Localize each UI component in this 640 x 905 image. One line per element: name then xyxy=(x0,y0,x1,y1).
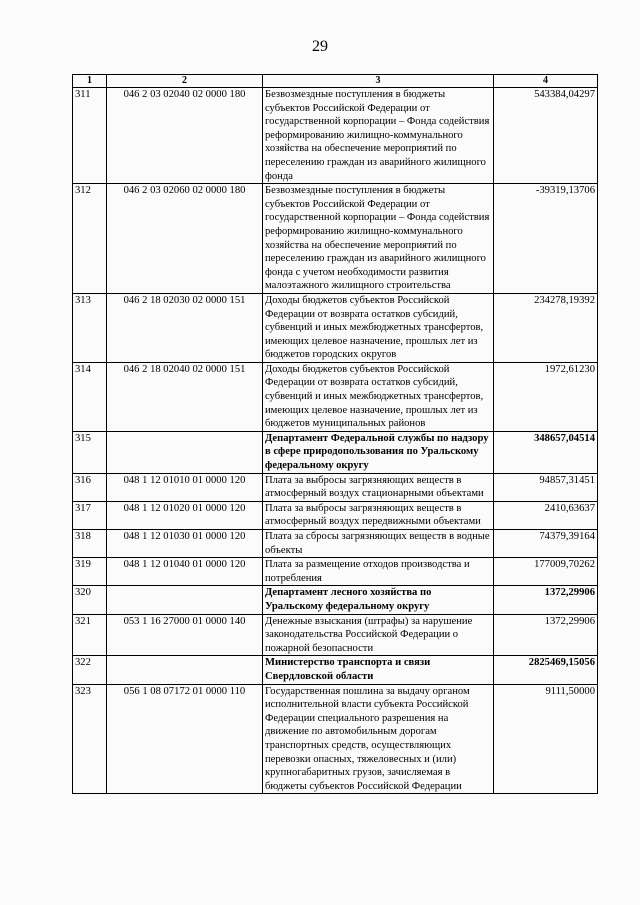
row-number-cell: 311 xyxy=(73,88,107,184)
row-number-cell: 319 xyxy=(73,558,107,586)
column-header-4: 4 xyxy=(494,75,598,88)
table-row xyxy=(73,184,598,294)
budget-code-cell: 048 1 12 01030 01 0000 120 xyxy=(107,530,263,558)
table-row xyxy=(73,362,598,431)
description-cell: Безвозмездные поступления в бюджеты субъектов Российской Федерации от государственной корпорации – Фонда содействия реформированию жилищно-коммунального хозяйства на обеспечение мероприятий по переселению граждан из аварийного жилищного фонда xyxy=(263,88,494,184)
table-row xyxy=(73,684,598,794)
amount-cell: -39319,13706 xyxy=(494,184,598,294)
description-cell: Безвозмездные поступления в бюджеты субъектов Российской Федерации от государственной корпорации – Фонда содействия реформированию жилищно-коммунального хозяйства на обеспечение мероприятий по переселению граждан из аварийного жилищного фонда с учетом необходимости развития малоэтажного жилищного строительства xyxy=(263,184,494,294)
table-body xyxy=(73,88,598,794)
description-cell: Министерство транспорта и связи Свердловской области xyxy=(263,656,494,684)
row-number-cell: 316 xyxy=(73,473,107,501)
description-cell: Плата за размещение отходов производства и потребления xyxy=(263,558,494,586)
row-number-cell: 322 xyxy=(73,656,107,684)
amount-cell: 2410,63637 xyxy=(494,501,598,529)
column-header-2: 2 xyxy=(107,75,263,88)
amount-cell: 9111,50000 xyxy=(494,684,598,794)
table-row xyxy=(73,431,598,473)
row-number-cell: 313 xyxy=(73,293,107,362)
budget-code-cell xyxy=(107,586,263,614)
row-number-cell: 317 xyxy=(73,501,107,529)
amount-cell: 348657,04514 xyxy=(494,431,598,473)
column-header-1: 1 xyxy=(73,75,107,88)
row-number-cell: 314 xyxy=(73,362,107,431)
row-number-cell: 318 xyxy=(73,530,107,558)
amount-cell: 177009,70262 xyxy=(494,558,598,586)
column-header-3: 3 xyxy=(263,75,494,88)
table-header-row xyxy=(73,75,598,88)
budget-code-cell xyxy=(107,656,263,684)
description-cell: Департамент лесного хозяйства по Уральскому федеральному округу xyxy=(263,586,494,614)
row-number-cell: 312 xyxy=(73,184,107,294)
description-cell: Доходы бюджетов субъектов Российской Федерации от возврата остатков субсидий, субвенций и иных межбюджетных трансфертов, имеющих целевое назначение, прошлых лет из бюджетов муниципальных районов xyxy=(263,362,494,431)
budget-code-cell xyxy=(107,431,263,473)
budget-revenue-table xyxy=(72,74,598,794)
budget-code-cell: 046 2 03 02060 02 0000 180 xyxy=(107,184,263,294)
description-cell: Доходы бюджетов субъектов Российской Федерации от возврата остатков субсидий, субвенций и иных межбюджетных трансфертов, имеющих целевое назначение, прошлых лет из бюджетов городских округов xyxy=(263,293,494,362)
table-row xyxy=(73,656,598,684)
budget-code-cell: 048 1 12 01010 01 0000 120 xyxy=(107,473,263,501)
amount-cell: 1372,29906 xyxy=(494,586,598,614)
description-cell: Департамент Федеральной службы по надзору в сфере природопользования по Уральскому федеральному округу xyxy=(263,431,494,473)
table-row xyxy=(73,614,598,656)
amount-cell: 543384,04297 xyxy=(494,88,598,184)
budget-code-cell: 046 2 03 02040 02 0000 180 xyxy=(107,88,263,184)
description-cell: Денежные взыскания (штрафы) за нарушение законодательства Российской Федерации о пожарной безопасности xyxy=(263,614,494,656)
amount-cell: 234278,19392 xyxy=(494,293,598,362)
amount-cell: 2825469,15056 xyxy=(494,656,598,684)
description-cell: Плата за сбросы загрязняющих веществ в водные объекты xyxy=(263,530,494,558)
row-number-cell: 321 xyxy=(73,614,107,656)
row-number-cell: 315 xyxy=(73,431,107,473)
table-row xyxy=(73,473,598,501)
budget-code-cell: 056 1 08 07172 01 0000 110 xyxy=(107,684,263,794)
table-row xyxy=(73,501,598,529)
amount-cell: 1372,29906 xyxy=(494,614,598,656)
row-number-cell: 323 xyxy=(73,684,107,794)
amount-cell: 94857,31451 xyxy=(494,473,598,501)
amount-cell: 1972,61230 xyxy=(494,362,598,431)
row-number-cell: 320 xyxy=(73,586,107,614)
description-cell: Плата за выбросы загрязняющих веществ в атмосферный воздух стационарными объектами xyxy=(263,473,494,501)
table-row xyxy=(73,558,598,586)
budget-code-cell: 046 2 18 02030 02 0000 151 xyxy=(107,293,263,362)
description-cell: Плата за выбросы загрязняющих веществ в атмосферный воздух передвижными объектами xyxy=(263,501,494,529)
page-number: 29 xyxy=(312,38,328,55)
budget-code-cell: 053 1 16 27000 01 0000 140 xyxy=(107,614,263,656)
budget-code-cell: 046 2 18 02040 02 0000 151 xyxy=(107,362,263,431)
table-row xyxy=(73,293,598,362)
description-cell: Государственная пошлина за выдачу органом исполнительной власти субъекта Российской Федерации специального разрешения на движение по автомобильным дорогам транспортных средств, осуществляющих перевозки опасных, тяжеловесных и (или) крупногабаритных грузов, зачисляемая в бюджеты субъектов Российской Федерации xyxy=(263,684,494,794)
budget-code-cell: 048 1 12 01040 01 0000 120 xyxy=(107,558,263,586)
table-row xyxy=(73,88,598,184)
amount-cell: 74379,39164 xyxy=(494,530,598,558)
table-row xyxy=(73,586,598,614)
table-row xyxy=(73,530,598,558)
budget-code-cell: 048 1 12 01020 01 0000 120 xyxy=(107,501,263,529)
